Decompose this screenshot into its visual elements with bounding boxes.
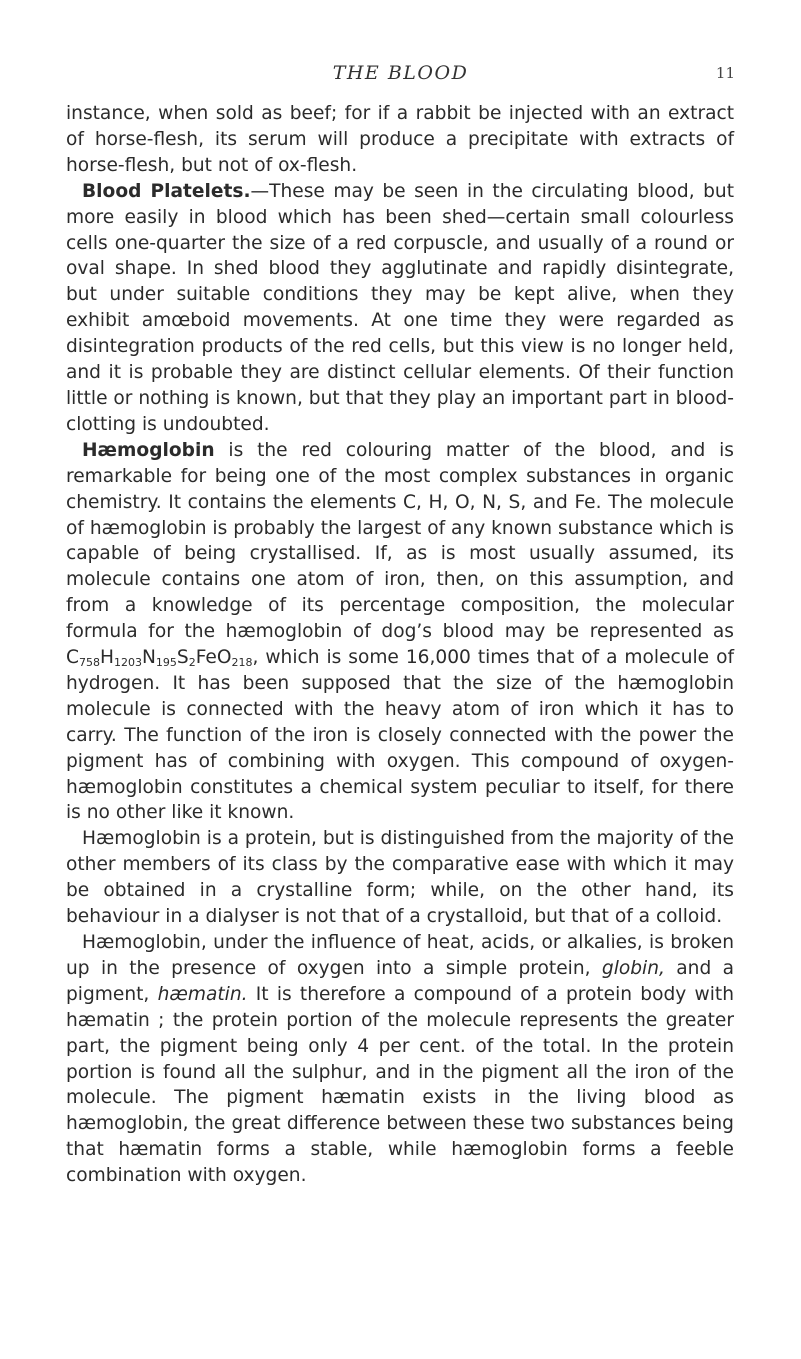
formula-element: C: [66, 647, 79, 669]
formula-element: H: [99, 647, 114, 669]
paragraph-text: and a pigment,: [66, 957, 735, 1005]
paragraph-haemoglobin-protein: [66, 826, 734, 930]
formula-subscript: 2: [188, 656, 196, 670]
formula-subscript: 1203: [113, 656, 142, 670]
body-text: [66, 101, 734, 1189]
paragraph-continuation: [66, 101, 734, 179]
chemical-formula: [66, 647, 252, 668]
paragraph-text: —These may be seen in the circulating blood, but more easily in blood which has been shed—certain small colourless cells one-quarter the size of a red corpuscle, and usually of a round or oval shape. In shed blood they agglutinate and rapidly disintegrate, but under suitable conditions they may be kept alive, when they exhibit amœboid movements. At one time they were regarded as disintegration products of the red cells, but this view is no longer held, and it is probable they are distinct cellular elements. Of their function little or nothing is known, but that they play an important part in blood-clotting is undoubted.: [66, 180, 734, 435]
formula-element: O: [216, 647, 232, 669]
paragraph-text: , which is some 16,000 times that of a molecule of hydrogen. It has been supposed that the size of the hæmoglobin molecule is connected with the heavy atom of iron which it has to carry. The function of the iron is closely connected with the power the pigment has of combining with oxygen. This compound of oxygen-hæmoglobin constitutes a chemical system peculiar to itself, for there is no other like it known.: [66, 647, 734, 824]
section-heading-haemoglobin: Hæmoglobin: [82, 439, 215, 461]
page-number: 11: [715, 64, 735, 82]
running-header: [0, 62, 801, 88]
formula-element: Fe: [195, 647, 217, 669]
formula-subscript: 218: [231, 656, 253, 670]
paragraph-text: is the red colouring matter of the blood, and is remarkable for being one of the most complex substances in organic chemistry. It contains the elements C, H, O, N, S, and Fe. The molecule of hæmoglobin is probably the largest of any known substance which is capable of being crystallised. If, as is most usually assumed, its molecule contains one atom of iron, then, on this assumption, and from a knowledge of its percentage composition, the molecular formula for the hæmoglobin of dog’s blood may be represented as: [66, 439, 734, 643]
paragraph-text: It is therefore a compound of a protein body with hæmatin ; the protein portion of the molecule represents the greater part, the pigment being only 4 per cent. of the total. In the protein portion is found all the sulphur, and in the pigment all the iron of the molecule. The pigment hæmatin exists in the living blood as hæmoglobin, the great difference between these two substances being that hæmatin forms a stable, while hæmoglobin forms a feeble combination with oxygen.: [66, 983, 734, 1187]
paragraph-blood-platelets: [66, 179, 734, 438]
paragraph-haemoglobin: [66, 438, 734, 827]
term-globin: globin,: [601, 957, 665, 979]
paragraph-text: instance, when sold as beef; for if a rabbit be injected with an extract of horse-flesh, its serum will produce a precipitate with extracts of horse-flesh, but not of ox-flesh.: [66, 103, 734, 176]
formula-element: S: [176, 647, 189, 669]
running-title: THE BLOOD: [332, 62, 469, 84]
formula-element: N: [141, 647, 156, 669]
paragraph-text: Hæmoglobin, under the influence of heat, acids, or alkalies, is broken up in the presence of oxygen into a simple protein,: [66, 932, 734, 979]
paragraph-haemoglobin-decomposition: [66, 930, 734, 1189]
term-haematin: hæmatin.: [157, 983, 248, 1005]
formula-subscript: 758: [78, 656, 100, 670]
paragraph-text: Hæmoglobin is a protein, but is distinguished from the majority of the other members of its class by the comparative ease with which it may be obtained in a crystalline form; while, on the other hand, its behaviour in a dialyser is not that of a crystalloid, but that of a colloid.: [66, 828, 734, 928]
section-heading-blood-platelets: Blood Platelets.: [82, 180, 251, 202]
formula-subscript: 195: [155, 656, 177, 670]
